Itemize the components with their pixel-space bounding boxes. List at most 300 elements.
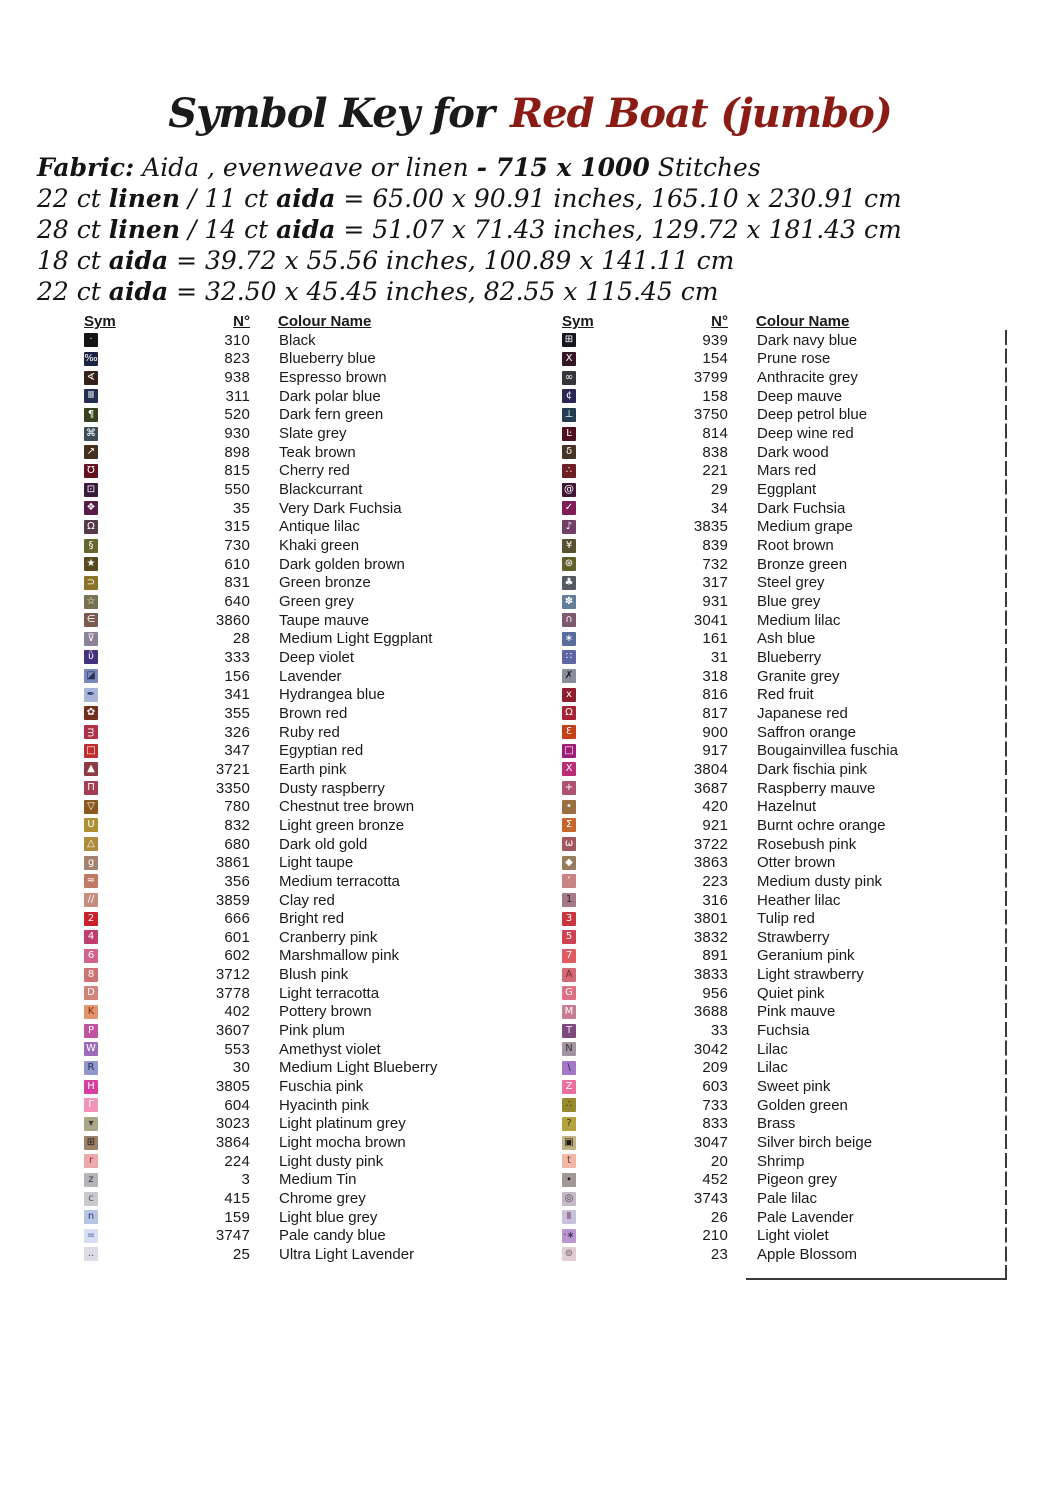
symbol-chip: ΰ — [84, 650, 98, 664]
key-row — [562, 1208, 898, 1227]
floss-number: 315 — [224, 518, 250, 536]
symbol-chip: ▽ — [84, 800, 98, 814]
colour-name: Khaki green — [279, 537, 360, 555]
colour-name: Medium dusty pink — [757, 872, 883, 890]
colour-name: Medium grape — [757, 518, 853, 536]
symbol-chip: ‘ — [562, 874, 576, 888]
symbol-chip: ✗ — [562, 669, 576, 683]
symbol-chip: K — [84, 1005, 98, 1019]
colour-name: Fuchsia — [757, 1022, 810, 1040]
colour-name: Pink plum — [279, 1022, 345, 1040]
symbol-chip: 5 — [562, 930, 576, 944]
key-row — [562, 1059, 898, 1078]
floss-number: 341 — [224, 686, 250, 704]
symbol-chip: ⊡ — [84, 483, 98, 497]
key-table-right — [562, 312, 898, 1264]
colour-name: Heather lilac — [757, 891, 841, 909]
key-row — [84, 611, 437, 630]
floss-number: 415 — [224, 1190, 250, 1208]
symbol-chip: = — [84, 1229, 98, 1243]
key-row — [84, 350, 437, 369]
colour-name: Dark wood — [757, 443, 829, 461]
floss-number: 956 — [702, 984, 728, 1002]
colour-name: Dark Fuchsia — [757, 499, 846, 517]
key-row — [84, 909, 437, 928]
key-row — [562, 1040, 898, 1059]
colour-name: Deep petrol blue — [757, 406, 868, 424]
symbol-chip: ¶ — [84, 408, 98, 422]
floss-number: 3047 — [693, 1134, 728, 1152]
colour-name: Blackcurrant — [279, 481, 363, 499]
symbol-chip: Ŀ — [562, 427, 576, 441]
key-row — [84, 648, 437, 667]
colour-name: Pottery brown — [279, 1003, 372, 1021]
symbol-chip: ✒ — [84, 688, 98, 702]
key-row — [562, 368, 898, 387]
key-row — [84, 965, 437, 984]
key-row — [84, 779, 437, 798]
key-row — [562, 462, 898, 481]
floss-number: 898 — [224, 443, 250, 461]
floss-number: 3687 — [693, 779, 728, 797]
colour-name: Egyptian red — [279, 742, 364, 760]
key-row — [84, 760, 437, 779]
floss-number: 29 — [710, 481, 728, 499]
symbol-chip: W — [84, 1042, 98, 1056]
symbol-chip: □ — [84, 744, 98, 758]
symbol-chip: ∞ — [562, 371, 576, 385]
floss-number: 224 — [224, 1152, 250, 1170]
floss-number: 3023 — [215, 1115, 250, 1133]
colour-name: Ash blue — [757, 630, 816, 648]
floss-number: 814 — [702, 425, 728, 443]
floss-number: 930 — [224, 425, 250, 443]
header-colour-name: Colour Name — [756, 313, 850, 330]
key-row — [84, 947, 437, 966]
colour-name: Light platinum grey — [279, 1115, 406, 1133]
key-table-left-rows — [84, 331, 437, 1264]
colour-name: Pink mauve — [757, 1003, 836, 1021]
floss-number: 326 — [224, 723, 250, 741]
key-row — [84, 984, 437, 1003]
colour-name: Lilac — [757, 1040, 788, 1058]
floss-number: 209 — [702, 1059, 728, 1077]
key-row — [562, 965, 898, 984]
floss-number: 3607 — [215, 1022, 250, 1040]
symbol-chip: 6 — [84, 949, 98, 963]
key-row — [562, 1245, 898, 1264]
page-title-pattern-name: Red Boat (jumbo) — [509, 90, 892, 137]
floss-number: 733 — [702, 1096, 728, 1114]
colour-name: Green bronze — [279, 574, 371, 592]
colour-name: Raspberry mauve — [757, 779, 876, 797]
key-row — [84, 1171, 437, 1190]
symbol-chip: ✓ — [562, 501, 576, 515]
floss-number: 3861 — [215, 854, 250, 872]
floss-number: 25 — [232, 1245, 250, 1263]
symbol-chip: □ — [562, 744, 576, 758]
symbol-chip: g — [84, 856, 98, 870]
key-row — [562, 331, 898, 350]
floss-number: 603 — [702, 1078, 728, 1096]
floss-number: 553 — [224, 1040, 250, 1058]
symbol-chip: Ω — [84, 520, 98, 534]
symbol-chip: @ — [564, 483, 574, 495]
floss-number: 3722 — [693, 835, 728, 853]
symbol-chip: Z — [562, 1080, 576, 1094]
colour-name: Tulip red — [757, 910, 815, 928]
colour-name: Fuschia pink — [279, 1078, 364, 1096]
floss-number: 3712 — [215, 966, 250, 984]
symbol-chip: N — [562, 1042, 576, 1056]
floss-number: 311 — [225, 387, 250, 405]
key-row — [562, 984, 898, 1003]
symbol-chip: z — [84, 1173, 98, 1187]
symbol-chip: ★ — [84, 557, 98, 571]
colour-name: Light terracotta — [279, 984, 380, 1002]
floss-number: 452 — [702, 1171, 728, 1189]
symbol-chip: △ — [84, 837, 98, 851]
symbol-chip: T — [562, 1024, 576, 1038]
floss-number: 732 — [702, 555, 728, 573]
floss-number: 891 — [702, 947, 728, 965]
key-row — [84, 574, 437, 593]
key-row — [84, 872, 437, 891]
key-row — [562, 891, 898, 910]
key-row — [562, 909, 898, 928]
key-row — [84, 368, 437, 387]
symbol-chip: ? — [562, 1117, 576, 1131]
key-row — [84, 1003, 437, 1022]
colour-name: Burnt ochre orange — [757, 816, 886, 834]
key-row — [84, 667, 437, 686]
floss-number: 815 — [224, 462, 250, 480]
key-row — [562, 406, 898, 425]
key-row — [562, 760, 898, 779]
symbol-chip: ∗ — [562, 632, 576, 646]
key-row — [84, 1077, 437, 1096]
floss-number: 939 — [702, 331, 728, 349]
colour-name: Taupe mauve — [279, 611, 370, 629]
symbol-chip: H — [84, 1080, 98, 1094]
floss-number: 3041 — [693, 611, 728, 629]
colour-name: Cherry red — [279, 462, 350, 480]
floss-number: 3350 — [215, 779, 250, 797]
colour-name: Antique lilac — [279, 518, 360, 536]
floss-number: 223 — [702, 872, 728, 890]
floss-number: 601 — [224, 928, 250, 946]
colour-name: Light strawberry — [757, 966, 864, 984]
symbol-chip: 3 — [562, 912, 576, 926]
symbol-chip: Γ — [84, 1098, 98, 1112]
symbol-chip: ⊛ — [562, 557, 576, 571]
page-title — [0, 90, 1060, 137]
colour-name: Dark old gold — [279, 835, 368, 853]
key-row — [84, 704, 437, 723]
symbol-chip: ⊥ — [562, 408, 576, 422]
symbol-chip: ∴ — [562, 464, 576, 478]
key-row — [562, 1115, 898, 1134]
key-row — [562, 704, 898, 723]
symbol-chip: Χ — [562, 762, 576, 776]
floss-number: 420 — [702, 798, 728, 816]
key-row — [84, 555, 437, 574]
colour-name: Cranberry pink — [279, 928, 378, 946]
symbol-chip: ᴟ — [84, 725, 98, 739]
symbol-chip: ✿ — [84, 706, 98, 720]
floss-number: 317 — [702, 574, 728, 592]
colour-name: Pale lilac — [757, 1190, 818, 1208]
floss-number: 833 — [702, 1115, 728, 1133]
key-row — [84, 797, 437, 816]
fabric-line: 22 ct linen / 11 ct aida = 65.00 x 90.91 inches, 165.10 x 230.91 cm — [37, 184, 902, 213]
key-table-left — [84, 312, 437, 1264]
symbol-chip: • — [562, 800, 576, 814]
key-row — [562, 1003, 898, 1022]
colour-name: Saffron orange — [757, 723, 856, 741]
symbol-chip: ∷ — [562, 650, 576, 664]
floss-number: 931 — [702, 593, 728, 611]
key-row — [84, 1189, 437, 1208]
symbol-chip: Ɛ — [562, 725, 576, 739]
colour-name: Hyacinth pink — [279, 1096, 370, 1114]
header-sym: Sym — [84, 313, 116, 330]
key-row — [84, 1096, 437, 1115]
key-row — [84, 592, 437, 611]
floss-number: 402 — [224, 1003, 250, 1021]
key-row — [562, 387, 898, 406]
floss-number: 3721 — [215, 760, 250, 778]
colour-name: Marshmallow pink — [279, 947, 400, 965]
colour-name: Deep wine red — [757, 425, 854, 443]
floss-number: 20 — [710, 1152, 728, 1170]
symbol-chip: ¢ — [562, 389, 576, 403]
colour-name: Japanese red — [757, 704, 848, 722]
floss-number: 33 — [710, 1022, 728, 1040]
colour-name: Mars red — [757, 462, 817, 480]
colour-name: Sweet pink — [757, 1078, 831, 1096]
key-row — [84, 518, 437, 537]
key-row — [84, 685, 437, 704]
colour-name: Light mocha brown — [279, 1134, 406, 1152]
colour-name: Medium Light Blueberry — [279, 1059, 438, 1077]
symbol-chip: ☆ — [84, 595, 98, 609]
key-table-right-header — [562, 312, 898, 331]
symbol-chip: 8 — [84, 968, 98, 982]
floss-number: 832 — [224, 816, 250, 834]
symbol-chip: X — [562, 352, 576, 366]
floss-number: 35 — [232, 499, 250, 517]
floss-number: 3688 — [693, 1003, 728, 1021]
floss-number: 156 — [224, 667, 250, 685]
key-row — [562, 667, 898, 686]
floss-number: 3864 — [215, 1134, 250, 1152]
floss-number: 221 — [702, 462, 728, 480]
floss-number: 161 — [702, 630, 728, 648]
key-row — [562, 872, 898, 891]
key-row — [562, 1077, 898, 1096]
key-row — [562, 648, 898, 667]
key-row — [84, 1227, 437, 1246]
key-row — [84, 1245, 437, 1264]
key-row — [562, 1171, 898, 1190]
symbol-chip: ↗ — [84, 445, 98, 459]
symbol-chip: A — [562, 968, 576, 982]
colour-name: Granite grey — [757, 667, 840, 685]
symbol-chip: Π — [84, 781, 98, 795]
floss-number: 3859 — [215, 891, 250, 909]
colour-name: Medium Tin — [279, 1171, 357, 1189]
symbol-chip: ✽ — [562, 595, 576, 609]
floss-number: 917 — [702, 742, 728, 760]
symbol-chip: § — [84, 539, 98, 553]
colour-name: Blueberry blue — [279, 350, 376, 368]
colour-name: Ruby red — [279, 723, 340, 741]
key-row — [562, 443, 898, 462]
floss-number: 3750 — [693, 406, 728, 424]
floss-number: 602 — [224, 947, 250, 965]
colour-name: Bougainvillea fuschia — [757, 742, 898, 760]
floss-number: 838 — [702, 443, 728, 461]
key-row — [562, 1152, 898, 1171]
key-row — [562, 1227, 898, 1246]
symbol-chip: ⊞ — [562, 333, 576, 347]
colour-name: Earth pink — [279, 760, 347, 778]
colour-name: Black — [279, 331, 316, 349]
floss-number: 3863 — [693, 854, 728, 872]
floss-number: 3835 — [693, 518, 728, 536]
key-row — [562, 499, 898, 518]
key-row — [84, 723, 437, 742]
floss-number: 3 — [241, 1171, 250, 1189]
colour-name: Steel grey — [757, 574, 825, 592]
key-row — [84, 462, 437, 481]
symbol-chip: · — [84, 333, 98, 347]
key-row — [562, 1189, 898, 1208]
colour-name: Clay red — [279, 891, 335, 909]
key-row — [562, 630, 898, 649]
colour-name: Deep violet — [279, 648, 355, 666]
key-row — [562, 518, 898, 537]
floss-number: 3805 — [215, 1078, 250, 1096]
symbol-chip: ❖ — [84, 501, 98, 515]
colour-name: Apple Blossom — [757, 1245, 858, 1263]
symbol-chip: \ — [562, 1061, 576, 1075]
floss-number: 666 — [224, 910, 250, 928]
floss-number: 26 — [710, 1208, 728, 1226]
key-row — [84, 1133, 437, 1152]
symbol-chip: ◪ — [84, 669, 98, 683]
key-row — [562, 816, 898, 835]
key-row — [562, 480, 898, 499]
symbol-chip: ♣ — [562, 576, 576, 590]
colour-name: Medium Light Eggplant — [279, 630, 433, 648]
symbol-chip: ⊞ — [84, 1136, 98, 1150]
symbol-chip: 7 — [562, 949, 576, 963]
colour-name: Red fruit — [757, 686, 814, 704]
symbol-chip: Ω — [562, 706, 576, 720]
symbol-chip: 1 — [562, 893, 576, 907]
colour-name: Chrome grey — [279, 1190, 366, 1208]
floss-number: 550 — [224, 481, 250, 499]
symbol-chip: ∢ — [84, 371, 98, 385]
colour-name: Blush pink — [279, 966, 349, 984]
colour-name: Medium terracotta — [279, 872, 400, 890]
colour-name: Blueberry — [757, 648, 822, 666]
colour-name: Dusty raspberry — [279, 779, 385, 797]
floss-number: 210 — [702, 1227, 728, 1245]
symbol-chip: ·∗ — [563, 1229, 575, 1241]
symbol-chip: ▾ — [84, 1117, 98, 1131]
colour-name: Light blue grey — [279, 1208, 378, 1226]
colour-name: Root brown — [757, 537, 834, 555]
floss-number: 316 — [702, 891, 728, 909]
colour-name: Slate grey — [279, 425, 347, 443]
symbol-chip: ♪ — [562, 520, 576, 534]
key-row — [562, 835, 898, 854]
key-row — [84, 1208, 437, 1227]
key-row — [562, 350, 898, 369]
key-row — [562, 611, 898, 630]
key-row — [562, 424, 898, 443]
symbol-chip: ⊽ — [84, 632, 98, 646]
key-row — [562, 853, 898, 872]
symbol-chip: ▣ — [562, 1136, 576, 1150]
fabric-line: 22 ct aida = 32.50 x 45.45 inches, 82.55 x 115.45 cm — [37, 277, 719, 306]
floss-number: 159 — [224, 1208, 250, 1226]
colour-name: Shrimp — [757, 1152, 805, 1170]
floss-number: 823 — [224, 350, 250, 368]
colour-name: Ultra Light Lavender — [279, 1245, 415, 1263]
symbol-chip: Ʊ — [84, 464, 98, 478]
symbol-chip: ≈ — [84, 874, 98, 888]
symbol-chip: ‰ — [84, 352, 98, 364]
colour-name: Very Dark Fuchsia — [279, 499, 402, 517]
key-row — [84, 1115, 437, 1134]
floss-number: 154 — [702, 350, 728, 368]
key-row — [84, 891, 437, 910]
symbol-chip: r — [84, 1154, 98, 1168]
symbol-chip: ∩ — [562, 613, 576, 627]
colour-name: Quiet pink — [757, 984, 825, 1002]
floss-number: 610 — [224, 555, 250, 573]
floss-number: 640 — [224, 593, 250, 611]
key-row — [84, 499, 437, 518]
symbol-chip: .. — [84, 1247, 98, 1261]
symbol-chip: Σ — [562, 818, 576, 832]
colour-name: Brass — [757, 1115, 796, 1133]
symbol-chip: U — [84, 818, 98, 832]
key-row — [84, 387, 437, 406]
fabric-line: Fabric: Aida , evenweave or linen - 715 x 1000 Stitches — [37, 153, 761, 182]
symbol-chip: t — [562, 1154, 576, 1168]
colour-name: Dark navy blue — [757, 331, 858, 349]
key-row — [84, 536, 437, 555]
floss-number: 3042 — [693, 1040, 728, 1058]
key-row — [562, 741, 898, 760]
floss-number: 680 — [224, 835, 250, 853]
colour-name: Blue grey — [757, 593, 821, 611]
symbol-chip: δ — [562, 445, 576, 459]
symbol-chip: c — [84, 1192, 98, 1206]
symbol-chip: D — [84, 986, 98, 1000]
key-row — [562, 574, 898, 593]
floss-number: 23 — [710, 1245, 728, 1263]
colour-name: Golden green — [757, 1096, 848, 1114]
fabric-line: 28 ct linen / 14 ct aida = 51.07 x 71.43 inches, 129.72 x 181.43 cm — [37, 215, 902, 244]
colour-name: Otter brown — [757, 854, 836, 872]
key-row — [562, 1096, 898, 1115]
